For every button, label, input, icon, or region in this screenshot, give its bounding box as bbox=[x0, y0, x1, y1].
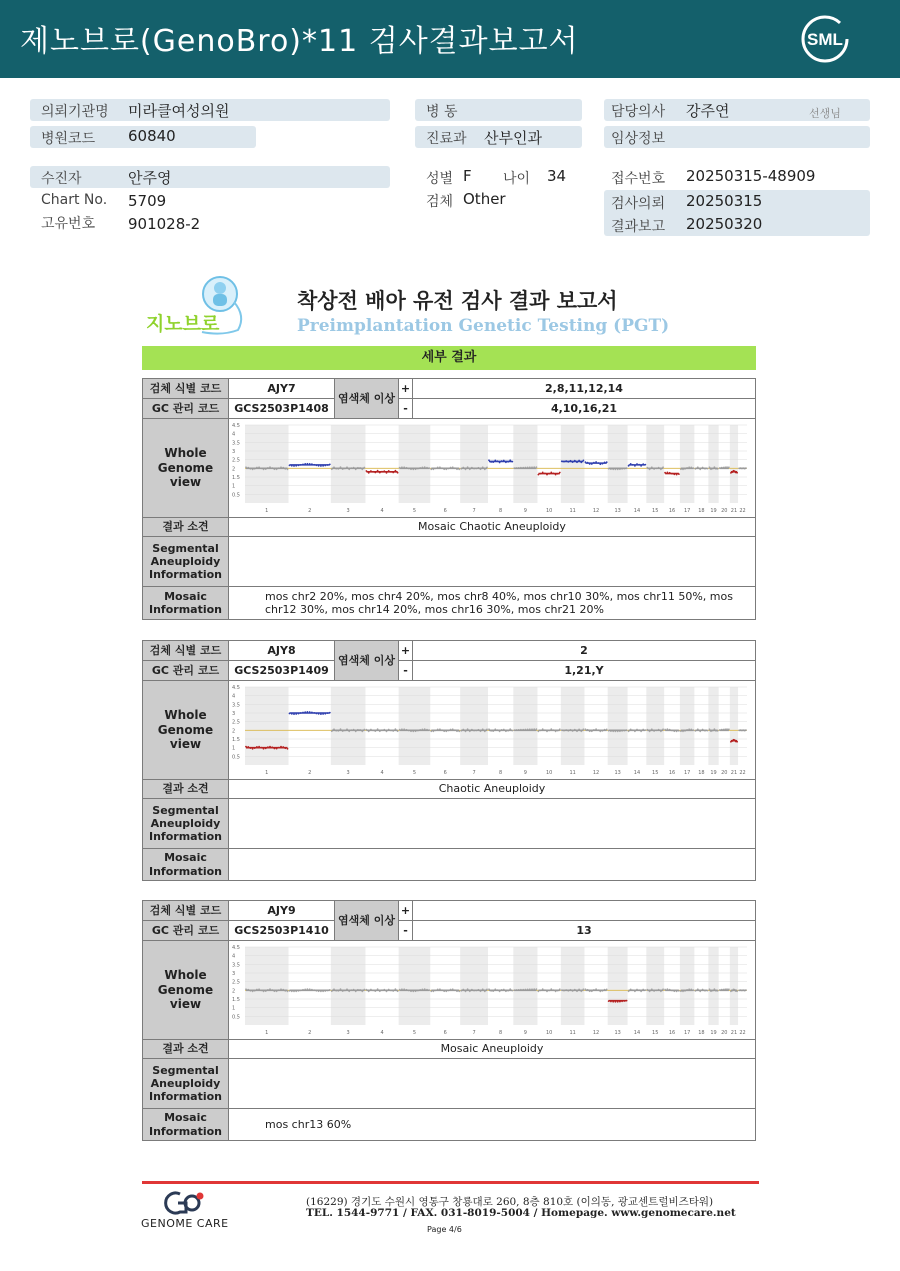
x-tick-label: 7 bbox=[472, 770, 476, 776]
loss-sign: - bbox=[398, 660, 413, 681]
chromosome-band bbox=[730, 425, 738, 503]
chromosome-band bbox=[730, 687, 738, 765]
x-tick-label: 13 bbox=[614, 508, 621, 514]
y-tick-label: 3.5 bbox=[232, 702, 240, 709]
page-number: Page 4/6 bbox=[427, 1225, 462, 1234]
chromosome-band bbox=[245, 947, 289, 1025]
loss-chromosomes: 13 bbox=[412, 920, 756, 941]
doctor-suffix: 선생님 bbox=[809, 107, 841, 120]
y-tick-label: 4 bbox=[232, 431, 236, 438]
x-tick-label: 8 bbox=[499, 1030, 503, 1036]
x-tick-label: 14 bbox=[633, 1030, 641, 1036]
segmental-label: Segmental Aneuploidy Information bbox=[142, 536, 229, 587]
receipt-value: 20250315-48909 bbox=[686, 167, 816, 185]
sample-block-1 bbox=[142, 378, 756, 620]
sml-logo-text: SML bbox=[807, 30, 843, 49]
specimen-label: 검체 bbox=[426, 194, 454, 210]
y-tick-label: 1 bbox=[232, 483, 236, 490]
segmental-label: Segmental Aneuploidy Information bbox=[142, 798, 229, 849]
report-title: 제노브로(GenoBro)*11 검사결과보고서 bbox=[20, 24, 579, 59]
x-tick-label: 12 bbox=[592, 770, 600, 776]
y-tick-label: 2.5 bbox=[232, 457, 240, 464]
x-tick-label: 6 bbox=[443, 770, 447, 776]
chromosome-band bbox=[608, 947, 628, 1025]
sex-label: 성별 bbox=[426, 171, 454, 187]
chromosome-band bbox=[399, 425, 431, 503]
y-tick-label: 3 bbox=[232, 971, 236, 977]
x-tick-label: 19 bbox=[710, 1030, 717, 1036]
report-date-label: 결과보고 bbox=[611, 219, 666, 235]
x-tick-label: 17 bbox=[683, 770, 691, 776]
x-tick-label: 4 bbox=[380, 508, 384, 514]
loss-sign: - bbox=[398, 398, 413, 419]
gain-sign: + bbox=[398, 378, 413, 399]
y-tick-label: 4 bbox=[232, 953, 236, 960]
institution-value: 미라클여성의원 bbox=[128, 102, 230, 120]
y-tick-label: 2 bbox=[232, 728, 236, 735]
chromosome-band bbox=[608, 687, 628, 765]
x-tick-label: 17 bbox=[683, 508, 691, 514]
loss-chromosomes: 4,10,16,21 bbox=[412, 398, 756, 419]
sample-block-2 bbox=[142, 640, 756, 881]
x-tick-label: 1 bbox=[265, 1030, 269, 1036]
x-tick-label: 5 bbox=[412, 508, 417, 514]
genome-view-chart bbox=[228, 680, 756, 780]
hospital-code-label: 병원코드 bbox=[41, 131, 96, 147]
gain-chromosomes bbox=[412, 900, 756, 921]
genome-plot bbox=[229, 941, 755, 1039]
y-tick-label: 3.5 bbox=[232, 962, 240, 969]
y-tick-label: 3 bbox=[232, 711, 236, 717]
finding-value: Mosaic Aneuploidy bbox=[228, 1039, 756, 1059]
age-value: 34 bbox=[547, 167, 567, 185]
chromosome-band bbox=[708, 947, 718, 1025]
chromosome-band bbox=[331, 425, 366, 503]
report-date-value: 20250320 bbox=[686, 215, 763, 233]
y-tick-label: 0.5 bbox=[232, 492, 240, 499]
chromosome-band bbox=[680, 947, 695, 1025]
sample-code-label: 검체 식별 코드 bbox=[142, 640, 229, 661]
chromosome-band bbox=[245, 687, 289, 765]
chromosome-band bbox=[646, 425, 664, 503]
chromosome-band bbox=[331, 947, 366, 1025]
chromosome-band bbox=[646, 687, 664, 765]
finding-label: 결과 소견 bbox=[142, 1039, 229, 1059]
x-tick-label: 20 bbox=[721, 1030, 728, 1036]
institution-label: 의뢰기관명 bbox=[41, 104, 109, 120]
genobro-logo-text: 지노브로 bbox=[146, 313, 220, 335]
sml-logo bbox=[796, 12, 854, 66]
chromosome-band bbox=[460, 425, 488, 503]
x-tick-label: 12 bbox=[592, 1030, 600, 1036]
segmental-value bbox=[228, 1058, 756, 1109]
x-tick-label: 8 bbox=[499, 508, 503, 514]
mosaic-value bbox=[228, 848, 756, 881]
x-tick-label: 3 bbox=[346, 1030, 350, 1036]
genome-care-logo bbox=[160, 1190, 208, 1216]
unique-id-value: 901028-2 bbox=[128, 215, 201, 233]
sample-code-value: AJY9 bbox=[228, 900, 335, 921]
patient-label: 수진자 bbox=[41, 171, 82, 187]
chromosome-band bbox=[513, 687, 537, 765]
finding-value: Mosaic Chaotic Aneuploidy bbox=[228, 517, 756, 537]
genome-care-name: GENOME CARE bbox=[141, 1217, 229, 1230]
abnormality-label: 염색체 이상 bbox=[334, 378, 399, 419]
gain-chromosomes: 2 bbox=[412, 640, 756, 661]
header-bar bbox=[0, 0, 900, 78]
x-tick-label: 1 bbox=[265, 508, 269, 514]
x-tick-label: 7 bbox=[472, 508, 476, 514]
x-tick-label: 2 bbox=[308, 508, 312, 514]
unique-id-label: 고유번호 bbox=[41, 216, 96, 232]
gc-code-label: GC 관리 코드 bbox=[142, 398, 229, 419]
x-tick-label: 16 bbox=[668, 770, 676, 776]
specimen-value: Other bbox=[463, 190, 506, 208]
chromosome-band bbox=[680, 425, 695, 503]
genome-plot bbox=[229, 681, 755, 779]
sample-code-value: AJY8 bbox=[228, 640, 335, 661]
y-tick-label: 4 bbox=[232, 693, 236, 700]
x-tick-label: 4 bbox=[380, 1030, 384, 1036]
y-tick-label: 1 bbox=[232, 745, 236, 752]
x-tick-label: 9 bbox=[523, 508, 527, 514]
y-tick-label: 1.5 bbox=[232, 997, 240, 1003]
x-tick-label: 22 bbox=[739, 770, 746, 776]
x-tick-label: 15 bbox=[652, 1030, 659, 1036]
genobro-logo bbox=[142, 272, 254, 338]
x-tick-label: 17 bbox=[683, 1030, 691, 1036]
sample-code-label: 검체 식별 코드 bbox=[142, 900, 229, 921]
gc-code-value: GCS2503P1410 bbox=[228, 920, 335, 941]
x-tick-label: 14 bbox=[633, 770, 641, 776]
x-tick-label: 13 bbox=[614, 770, 621, 776]
chart-no-label: Chart No. bbox=[41, 192, 108, 208]
sample-code-label: 검체 식별 코드 bbox=[142, 378, 229, 399]
chromosome-band bbox=[245, 425, 289, 503]
x-tick-label: 2 bbox=[308, 1030, 312, 1036]
report-title-english: Preimplantation Genetic Testing (PGT) bbox=[297, 316, 670, 336]
finding-label: 결과 소견 bbox=[142, 517, 229, 537]
x-tick-label: 19 bbox=[710, 770, 717, 776]
mosaic-value: mos chr2 20%, mos chr4 20%, mos chr8 40%, mos chr10 30%, mos chr11 50%, mos chr12 30%, mos chr14 20%, mos chr16 30%, mos chr21 20% bbox=[228, 586, 756, 620]
footer-divider bbox=[142, 1181, 759, 1184]
x-tick-label: 10 bbox=[545, 508, 553, 514]
loss-chromosomes: 1,21,Y bbox=[412, 660, 756, 681]
x-tick-label: 20 bbox=[721, 508, 728, 514]
report-title-korean: 착상전 배아 유전 검사 결과 보고서 bbox=[297, 289, 618, 313]
sample-code-value: AJY7 bbox=[228, 378, 335, 399]
x-tick-label: 2 bbox=[308, 770, 312, 776]
chromosome-band bbox=[646, 947, 664, 1025]
genome-view-label: Whole Genome view bbox=[142, 418, 229, 518]
request-date-value: 20250315 bbox=[686, 192, 763, 210]
chromosome-band bbox=[331, 687, 366, 765]
gc-code-value: GCS2503P1409 bbox=[228, 660, 335, 681]
x-tick-label: 21 bbox=[730, 508, 738, 514]
y-tick-label: 2 bbox=[232, 466, 236, 473]
x-tick-label: 3 bbox=[346, 770, 350, 776]
genome-view-label: Whole Genome view bbox=[142, 940, 229, 1040]
clinical-label: 임상정보 bbox=[611, 131, 666, 147]
dept-value: 산부인과 bbox=[484, 129, 542, 147]
x-tick-label: 5 bbox=[412, 770, 417, 776]
sex-value: F bbox=[463, 167, 472, 185]
patient-row-bg bbox=[30, 166, 390, 188]
x-tick-label: 21 bbox=[730, 1030, 738, 1036]
y-tick-label: 2.5 bbox=[232, 979, 240, 986]
y-tick-label: 3.5 bbox=[232, 440, 240, 447]
x-tick-label: 12 bbox=[592, 508, 600, 514]
chromosome-band bbox=[561, 687, 585, 765]
footer-address: (16229) 경기도 수원시 영통구 창룡대로 260, 8층 810호 (이의동, 광교센트럴비즈타워) bbox=[306, 1196, 714, 1208]
x-tick-label: 13 bbox=[614, 1030, 621, 1036]
x-tick-label: 21 bbox=[730, 770, 738, 776]
chromosome-band bbox=[399, 947, 431, 1025]
chromosome-band bbox=[513, 947, 537, 1025]
y-tick-label: 4.5 bbox=[232, 945, 240, 951]
x-tick-label: 16 bbox=[668, 1030, 676, 1036]
gc-code-label: GC 관리 코드 bbox=[142, 660, 229, 681]
age-label: 나이 bbox=[503, 171, 531, 187]
mosaic-label: Mosaic Information bbox=[142, 848, 229, 881]
x-tick-label: 1 bbox=[265, 770, 269, 776]
sample-block-3 bbox=[142, 900, 756, 1141]
y-tick-label: 2.5 bbox=[232, 719, 240, 726]
genome-view-chart bbox=[228, 418, 756, 518]
x-tick-label: 18 bbox=[698, 1030, 705, 1036]
abnormality-label: 염색체 이상 bbox=[334, 640, 399, 681]
x-tick-label: 9 bbox=[523, 1030, 527, 1036]
x-tick-label: 11 bbox=[569, 508, 576, 514]
chromosome-band bbox=[708, 425, 718, 503]
gain-chromosomes: 2,8,11,12,14 bbox=[412, 378, 756, 399]
y-tick-label: 2 bbox=[232, 988, 236, 995]
x-tick-label: 5 bbox=[412, 1030, 417, 1036]
x-tick-label: 6 bbox=[443, 508, 447, 514]
x-tick-label: 15 bbox=[652, 770, 659, 776]
x-tick-label: 10 bbox=[545, 770, 553, 776]
loss-sign: - bbox=[398, 920, 413, 941]
x-tick-label: 6 bbox=[443, 1030, 447, 1036]
finding-label: 결과 소견 bbox=[142, 779, 229, 799]
x-tick-label: 9 bbox=[523, 770, 527, 776]
chromosome-band bbox=[513, 425, 537, 503]
chromosome-band bbox=[460, 687, 488, 765]
chromosome-band bbox=[608, 425, 628, 503]
doctor-value: 강주연 bbox=[686, 102, 730, 120]
chromosome-band bbox=[561, 425, 585, 503]
segmental-value bbox=[228, 798, 756, 849]
x-tick-label: 14 bbox=[633, 508, 641, 514]
x-tick-label: 15 bbox=[652, 508, 659, 514]
gc-code-value: GCS2503P1408 bbox=[228, 398, 335, 419]
section-detailed-results: 세부 결과 bbox=[142, 346, 756, 370]
segmental-value bbox=[228, 536, 756, 587]
y-tick-label: 1.5 bbox=[232, 737, 240, 743]
hospital-code-value: 60840 bbox=[128, 127, 176, 145]
finding-value: Chaotic Aneuploidy bbox=[228, 779, 756, 799]
chromosome-band bbox=[399, 687, 431, 765]
y-tick-label: 0.5 bbox=[232, 754, 240, 761]
x-tick-label: 22 bbox=[739, 508, 746, 514]
x-tick-label: 19 bbox=[710, 508, 717, 514]
chromosome-band bbox=[561, 947, 585, 1025]
mosaic-label: Mosaic Information bbox=[142, 1108, 229, 1141]
chromosome-band bbox=[708, 687, 718, 765]
x-tick-label: 7 bbox=[472, 1030, 476, 1036]
chart-no-value: 5709 bbox=[128, 192, 167, 210]
segmental-label: Segmental Aneuploidy Information bbox=[142, 1058, 229, 1109]
dept-label: 진료과 bbox=[426, 131, 467, 147]
x-tick-label: 8 bbox=[499, 770, 503, 776]
mosaic-value: mos chr13 60% bbox=[228, 1108, 756, 1141]
x-tick-label: 18 bbox=[698, 508, 705, 514]
x-tick-label: 11 bbox=[569, 1030, 576, 1036]
x-tick-label: 10 bbox=[545, 1030, 553, 1036]
gc-code-label: GC 관리 코드 bbox=[142, 920, 229, 941]
x-tick-label: 20 bbox=[721, 770, 728, 776]
y-tick-label: 1 bbox=[232, 1005, 236, 1012]
chromosome-band bbox=[460, 947, 488, 1025]
genome-view-label: Whole Genome view bbox=[142, 680, 229, 780]
gain-sign: + bbox=[398, 900, 413, 921]
gain-sign: + bbox=[398, 640, 413, 661]
x-tick-label: 3 bbox=[346, 508, 350, 514]
x-tick-label: 4 bbox=[380, 770, 384, 776]
patient-value: 안주영 bbox=[128, 169, 172, 187]
y-tick-label: 3 bbox=[232, 449, 236, 455]
x-tick-label: 18 bbox=[698, 770, 705, 776]
chromosome-band bbox=[680, 687, 695, 765]
y-tick-label: 4.5 bbox=[232, 685, 240, 691]
genome-plot bbox=[229, 419, 755, 517]
y-tick-label: 4.5 bbox=[232, 423, 240, 429]
y-tick-label: 0.5 bbox=[232, 1014, 240, 1021]
footer-contact: TEL. 1544-9771 / FAX. 031-8019-5004 / Homepage. www.genomecare.net bbox=[306, 1207, 736, 1219]
x-tick-label: 16 bbox=[668, 508, 676, 514]
y-tick-label: 1.5 bbox=[232, 475, 240, 481]
x-tick-label: 22 bbox=[739, 1030, 746, 1036]
chromosome-band bbox=[730, 947, 738, 1025]
receipt-label: 접수번호 bbox=[611, 171, 666, 187]
x-tick-label: 11 bbox=[569, 770, 576, 776]
mosaic-label: Mosaic Information bbox=[142, 586, 229, 620]
genome-view-chart bbox=[228, 940, 756, 1040]
doctor-label: 담당의사 bbox=[611, 104, 666, 120]
ward-label: 병 동 bbox=[426, 104, 458, 120]
abnormality-label: 염색체 이상 bbox=[334, 900, 399, 941]
request-date-label: 검사의뢰 bbox=[611, 196, 666, 212]
